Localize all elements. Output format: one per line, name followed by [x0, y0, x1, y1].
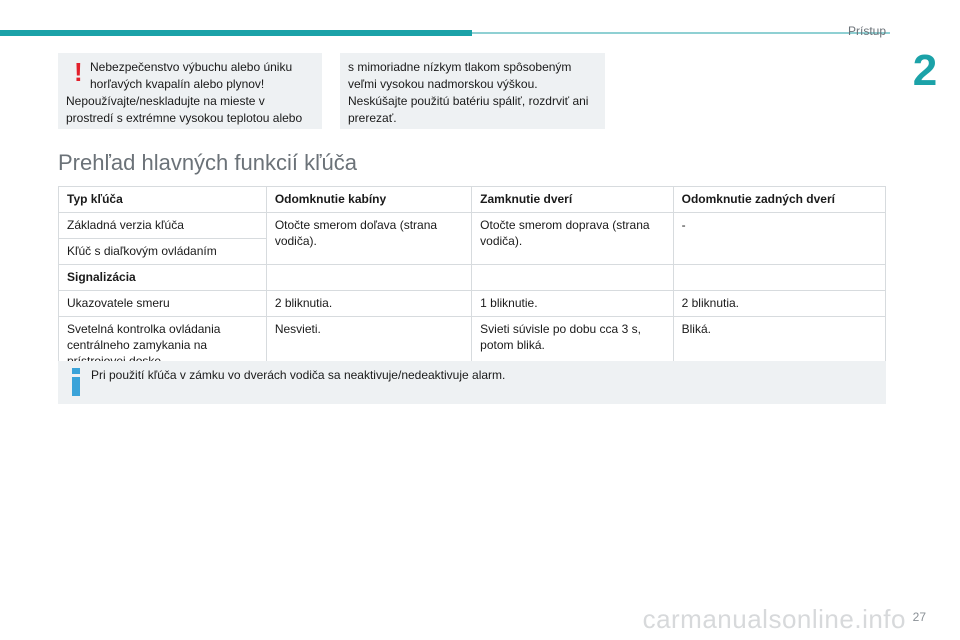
warning-line: Nebezpečenstvo výbuchu alebo úniku: [90, 60, 293, 74]
warning-line: prostredí s extrémne vysokou teplotou alebo: [66, 111, 303, 125]
table-cell: Svieti súvisle po dobu cca 3 s, potom bliká.: [472, 317, 673, 375]
warning-box-left: [58, 53, 322, 129]
table-cell: Otočte smerom doprava (strana vodiča).: [472, 213, 673, 265]
page-number: 27: [912, 610, 926, 624]
page-heading: Prehľad hlavných funkcií kľúča: [58, 150, 357, 175]
header-thin-rule: [472, 32, 890, 34]
table-cell: Kľúč s diaľkovým ovládaním: [59, 239, 267, 265]
info-note-box: [58, 361, 886, 404]
table-cell: 2 bliknutia.: [673, 291, 885, 317]
column-header: Zamknutie dverí: [472, 187, 673, 213]
key-functions-table: [58, 186, 886, 375]
table-cell: Ukazovatele smeru: [59, 291, 267, 317]
table-header-row: [59, 187, 886, 213]
chapter-number: 2: [890, 42, 960, 100]
header-accent-rule: [0, 30, 472, 36]
info-icon: [72, 368, 80, 396]
table-cell: Otočte smerom doľava (strana vodiča).: [266, 213, 471, 265]
table-row: [59, 265, 886, 291]
table-row: [59, 213, 886, 239]
section-title: Prístup: [847, 24, 886, 38]
table-row: [59, 291, 886, 317]
warning-line: Neskúšajte použitú batériu spáliť, rozdrviť ani: [348, 94, 589, 108]
warning-box-right: [340, 53, 605, 129]
warning-line: horľavých kvapalín alebo plynov!: [90, 77, 265, 91]
watermark: carmanualsonline.info: [642, 604, 906, 634]
warning-line: prerezať.: [348, 111, 397, 125]
table-cell: Bliká.: [673, 317, 885, 375]
table-cell: Svetelná kontrolka ovládania centrálneho zamykania na: [59, 317, 267, 375]
column-header: Typ kľúča: [59, 187, 267, 213]
table-cell: 1 bliknutie.: [472, 291, 673, 317]
column-header: Odomknutie kabíny: [266, 187, 471, 213]
table-cell: Nesvieti.: [266, 317, 471, 375]
table-cell: -: [673, 213, 885, 265]
warning-line: s mimoriadne nízkym tlakom spôsobeným: [348, 60, 572, 74]
warning-line: veľmi vysokou nadmorskou výškou.: [348, 77, 538, 91]
table-cell-empty: [266, 265, 471, 291]
column-header: Odomknutie zadných dverí: [673, 187, 885, 213]
warning-exclamation-icon: !: [74, 57, 83, 87]
table-cell: Základná verzia kľúča: [59, 213, 267, 239]
table-cell-empty: [673, 265, 885, 291]
table-section-cell: Signalizácia: [59, 265, 267, 291]
info-note-text: Pri použití kľúča v zámku vo dverách vodiča sa neaktivuje/nedeaktivuje alarm.: [91, 368, 506, 382]
warning-line: Nepoužívajte/neskladujte na mieste v: [66, 94, 265, 108]
table-cell: 2 bliknutia.: [266, 291, 471, 317]
table-cell-empty: [472, 265, 673, 291]
